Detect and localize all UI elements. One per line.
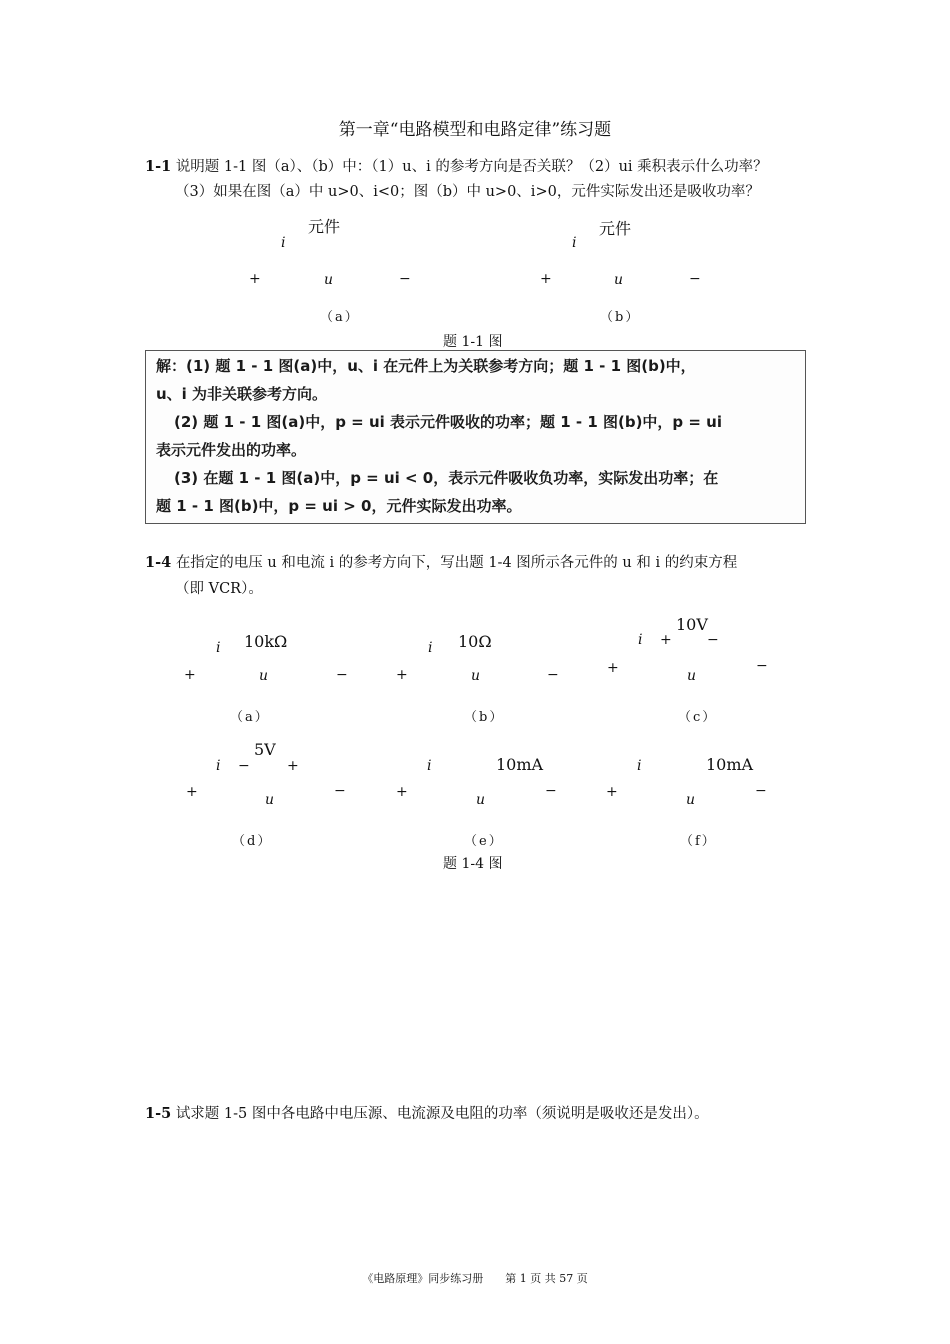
source-minus-sign: − [238,758,250,774]
plus-sign: + [607,660,619,676]
voltage-label: u [324,272,334,288]
page-title: 第一章“电路模型和电路定律”练习题 [338,120,612,140]
current-label: i [427,758,432,774]
source-plus-sign: + [287,758,299,774]
current-label: i [428,640,433,656]
source-minus-sign: − [707,632,719,648]
question-text: 说明题 1-1 图（a）、（b）中：（1）u、i 的参考方向是否关联？（2）ui 乘积表示什么功率？ [175,159,768,175]
resistor-value: 10Ω [458,632,492,651]
plus-sign: + [606,784,618,800]
source-value: 10V [676,615,708,634]
question-number: 1-5 [145,1105,172,1122]
minus-sign: − [545,783,557,799]
solution-line-2: u、i 为非关联参考方向。 [156,385,328,403]
figure-caption: 题 1-4 图 [443,856,503,872]
question-1-1-line1 [145,156,768,178]
question-number: 1-1 [145,158,172,175]
source-plus-sign: + [660,632,672,648]
subfigure-caption: （b） [600,310,641,325]
source-value: 10mA [706,755,754,774]
minus-sign: − [755,783,767,799]
subfigure-caption: （e） [464,834,504,849]
plus-sign: + [540,271,552,287]
question-1-4-line2: （即 VCR）。 [175,581,263,597]
voltage-label: u [471,668,481,684]
plus-sign: + [184,667,196,683]
voltage-label: u [686,792,696,808]
question-1-4-line1 [145,552,737,574]
minus-sign: − [336,667,348,683]
current-label: i [216,640,221,656]
solution-line-3: (2) 题 1 - 1 图(a)中，p = ui 表示元件吸收的功率；题 1 - 1 图(b)中，p = ui [174,413,722,431]
element-label: 元件 [599,219,632,238]
plus-sign: + [249,271,261,287]
minus-sign: − [334,783,346,799]
solution-box [145,350,806,524]
solution-line-6: 题 1 - 1 图(b)中，p = ui > 0，元件实际发出功率。 [156,497,522,515]
current-label: i [281,235,286,251]
solution-line-5: (3) 在题 1 - 1 图(a)中，p = ui < 0，表示元件吸收负功率，实际发出功率；在 [174,469,719,487]
subfigure-caption: （d） [232,834,273,849]
voltage-label: u [687,668,697,684]
subfigure-caption: （f） [680,834,717,849]
source-value: 5V [254,740,276,759]
subfigure-caption: （a） [320,310,360,325]
question-number: 1-4 [145,554,172,571]
plus-sign: + [396,667,408,683]
subfigure-caption: （c） [678,710,718,725]
plus-sign: + [186,784,198,800]
subfigure-caption: （a） [230,710,270,725]
plus-sign: + [396,784,408,800]
subfigure-caption: （b） [464,710,505,725]
voltage-label: u [265,792,275,808]
resistor-value: 10kΩ [244,632,288,651]
voltage-label: u [259,668,269,684]
question-text: 在指定的电压 u 和电流 i 的参考方向下，写出题 1-4 图所示各元件的 u 和 i 的约束方程 [175,555,738,571]
current-label: i [572,235,577,251]
minus-sign: − [689,271,701,287]
voltage-label: u [476,792,486,808]
current-label: i [216,758,221,774]
question-text: 试求题 1-5 图中各电路中电压源、电流源及电阻的功率（须说明是吸收还是发出）。 [175,1106,709,1122]
source-value: 10mA [496,755,544,774]
element-label: 元件 [308,217,341,236]
figure-caption: 题 1-1 图 [443,334,503,350]
minus-sign: − [399,271,411,287]
question-1-5-line1 [145,1103,709,1125]
current-label: i [637,758,642,774]
minus-sign: − [756,658,768,674]
page-footer: 《电路原理》同步练习册 第 1 页 共 57 页 [362,1272,588,1285]
question-1-1-line2: （3）如果在图（a）中 u>0、i<0；图（b）中 u>0、i>0，元件实际发出还是吸收功率？ [175,184,760,200]
solution-line-1: 解：(1) 题 1 - 1 图(a)中，u、i 在元件上为关联参考方向；题 1 - 1 图(b)中， [156,357,696,375]
solution-line-4: 表示元件发出的功率。 [156,441,307,459]
minus-sign: − [547,667,559,683]
voltage-label: u [614,272,624,288]
current-label: i [638,632,643,648]
